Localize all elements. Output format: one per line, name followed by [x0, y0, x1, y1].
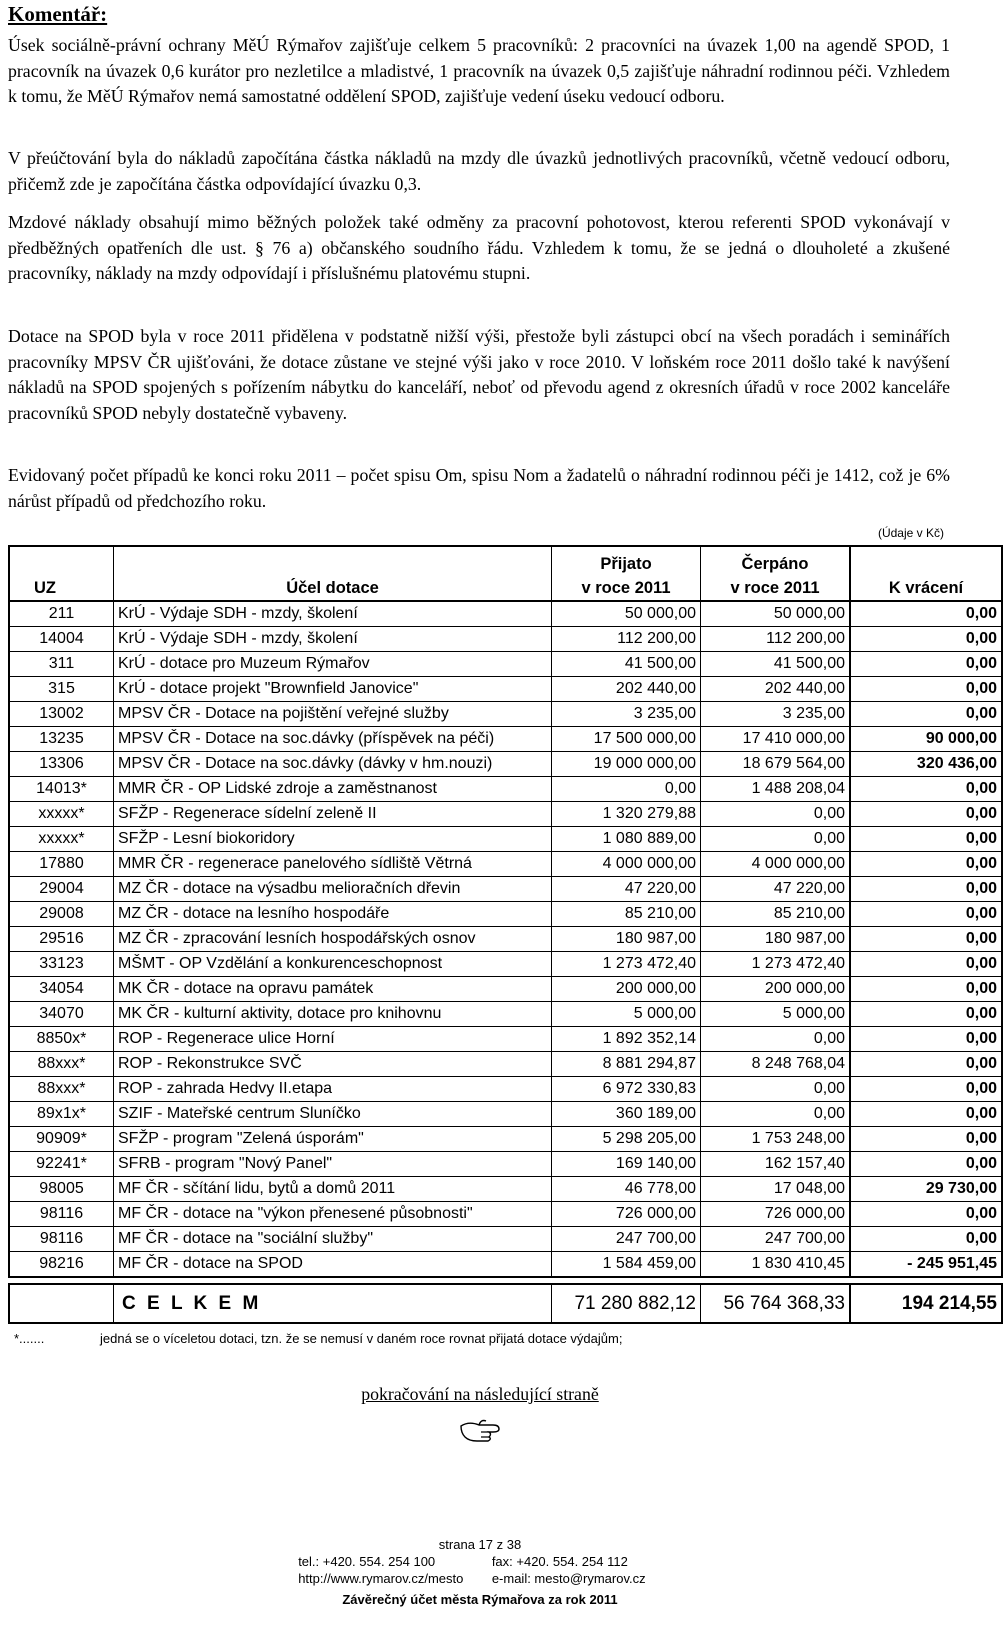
- cell-ucel: KrÚ - dotace projekt "Brownfield Janovice": [114, 677, 552, 702]
- paragraph-accounting: V přeúčtování byla do nákladů započítána částka nákladů na mzdy dle úvazků jednotlivých pracovníků, včetně vedoucí odboru, přičemž zde je započítána částka odpovídající úvazku 0,3.: [8, 148, 950, 194]
- cell-ucel: KrÚ - dotace pro Muzeum Rýmařov: [114, 652, 552, 677]
- cell-uz: 89x1x*: [9, 1102, 114, 1127]
- cell-uz: 315: [9, 677, 114, 702]
- cell-k-vraceni: 0,00: [850, 777, 1002, 802]
- header-cerpano-line2: v roce 2011: [730, 579, 820, 597]
- footer-web[interactable]: http://www.rymarov.cz/mesto: [298, 1571, 464, 1586]
- cell-ucel: MF ČR - dotace na SPOD: [114, 1252, 552, 1278]
- table-total-row: [9, 1284, 1002, 1323]
- table-header-row: [9, 546, 1002, 601]
- cell-ucel: MZ ČR - dotace na lesního hospodáře: [114, 902, 552, 927]
- cell-k-vraceni: 0,00: [850, 1077, 1002, 1102]
- cell-k-vraceni: 0,00: [850, 952, 1002, 977]
- cell-prijato: 1 080 889,00: [552, 827, 701, 852]
- header-cerpano: [701, 546, 851, 601]
- cell-ucel: MK ČR - kulturní aktivity, dotace pro knihovnu: [114, 1002, 552, 1027]
- cell-cerpano: 112 200,00: [701, 627, 851, 652]
- cell-uz: 17880: [9, 852, 114, 877]
- cell-cerpano: 17 410 000,00: [701, 727, 851, 752]
- total-k-vraceni: 194 214,55: [850, 1284, 1002, 1323]
- cell-k-vraceni: 0,00: [850, 1202, 1002, 1227]
- cell-uz: 88xxx*: [9, 1052, 114, 1077]
- cell-prijato: 50 000,00: [552, 601, 701, 627]
- cell-uz: 211: [9, 601, 114, 627]
- table-row: [9, 627, 1002, 652]
- header-cerpano-line1: Čerpáno: [741, 555, 809, 573]
- cell-k-vraceni: 0,00: [850, 902, 1002, 927]
- cell-uz: xxxxx*: [9, 827, 114, 852]
- cell-cerpano: 0,00: [701, 802, 851, 827]
- cell-k-vraceni: 0,00: [850, 1152, 1002, 1177]
- paragraph-staff: Úsek sociálně-právní ochrany MěÚ Rýmařov zajišťuje celkem 5 pracovníků: 2 pracovníci na úvazek 1,00 na agendě SPOD, 1 pracovník na úvazek 0,6 kurátor pro nezletilce a mladistvé, 1 pracovník na úvazek 0,5 zajišťuje náhradní rodinnou péči. Vzhledem k tomu, že MěÚ Rýmařov nemá samostatné oddělení SPOD, zajišťuje vedení úseku vedoucí odboru.: [8, 35, 950, 106]
- cell-k-vraceni: 0,00: [850, 927, 1002, 952]
- cell-ucel: MZ ČR - dotace na výsadbu melioračních dřevin: [114, 877, 552, 902]
- cell-cerpano: 247 700,00: [701, 1227, 851, 1252]
- table-row: [9, 727, 1002, 752]
- cell-ucel: SZIF - Mateřské centrum Sluníčko: [114, 1102, 552, 1127]
- table-row: [9, 1027, 1002, 1052]
- paragraph-subsidy: Dotace na SPOD byla v roce 2011 přidělena v podstatně nižší výši, přestože byli zástupci obcí na všech poradách i seminářích pracovníky MPSV ČR ujišťováni, že dotace zůstane ve stejné výši jako v roce 2010. V loňském roce 2011 došlo také k navýšení nákladů na SPOD spojených s pořízením nábytku do kanceláří, neboť od převodu agend z okresních úřadů v roce 2002 kanceláře pracovníků SPOD nebyly dostatečně vybaveny.: [8, 326, 950, 423]
- cell-uz: xxxxx*: [9, 802, 114, 827]
- cell-cerpano: 85 210,00: [701, 902, 851, 927]
- cell-cerpano: 18 679 564,00: [701, 752, 851, 777]
- cell-uz: 34054: [9, 977, 114, 1002]
- cell-k-vraceni: 0,00: [850, 677, 1002, 702]
- cell-prijato: 112 200,00: [552, 627, 701, 652]
- table-row: [9, 1227, 1002, 1252]
- cell-prijato: 41 500,00: [552, 652, 701, 677]
- table-row: [9, 877, 1002, 902]
- cell-ucel: MPSV ČR - Dotace na pojištění veřejné služby: [114, 702, 552, 727]
- cell-uz: 14004: [9, 627, 114, 652]
- cell-uz: 29004: [9, 877, 114, 902]
- cell-cerpano: 162 157,40: [701, 1152, 851, 1177]
- cell-uz: 33123: [9, 952, 114, 977]
- cell-k-vraceni: 0,00: [850, 1227, 1002, 1252]
- cell-prijato: 1 273 472,40: [552, 952, 701, 977]
- header-uz: UZ: [9, 546, 114, 601]
- cell-prijato: 0,00: [552, 777, 701, 802]
- cell-prijato: 169 140,00: [552, 1152, 701, 1177]
- cell-k-vraceni: 0,00: [850, 652, 1002, 677]
- cell-prijato: 46 778,00: [552, 1177, 701, 1202]
- cell-ucel: MF ČR - dotace na "výkon přenesené působnosti": [114, 1202, 552, 1227]
- table-row: [9, 1077, 1002, 1102]
- cell-cerpano: 0,00: [701, 827, 851, 852]
- cell-uz: 98116: [9, 1227, 114, 1252]
- cell-ucel: ROP - zahrada Hedvy II.etapa: [114, 1077, 552, 1102]
- footer-contacts-row2: [0, 1570, 960, 1587]
- cell-cerpano: 726 000,00: [701, 1202, 851, 1227]
- cell-prijato: 1 892 352,14: [552, 1027, 701, 1052]
- cell-cerpano: 0,00: [701, 1077, 851, 1102]
- cell-ucel: MF ČR - dotace na "sociální služby": [114, 1227, 552, 1252]
- cell-prijato: 5 000,00: [552, 1002, 701, 1027]
- cell-ucel: SFŽP - Regenerace sídelní zeleně II: [114, 802, 552, 827]
- total-cerpano: 56 764 368,33: [701, 1284, 851, 1323]
- cell-uz: 90909*: [9, 1127, 114, 1152]
- cell-k-vraceni: 320 436,00: [850, 752, 1002, 777]
- table-row: [9, 1202, 1002, 1227]
- cell-uz: 13306: [9, 752, 114, 777]
- cell-cerpano: 3 235,00: [701, 702, 851, 727]
- header-prijato-line1: Přijato: [600, 555, 652, 573]
- continue-link[interactable]: pokračování na následující straně: [361, 1384, 599, 1404]
- cell-cerpano: 5 000,00: [701, 1002, 851, 1027]
- table-row: [9, 977, 1002, 1002]
- cell-k-vraceni: 0,00: [850, 1027, 1002, 1052]
- cell-prijato: 19 000 000,00: [552, 752, 701, 777]
- cell-k-vraceni: 0,00: [850, 1102, 1002, 1127]
- cell-ucel: MF ČR - sčítání lidu, bytů a domů 2011: [114, 1177, 552, 1202]
- cell-k-vraceni: 0,00: [850, 852, 1002, 877]
- cell-ucel: KrÚ - Výdaje SDH - mzdy, školení: [114, 601, 552, 627]
- cell-prijato: 200 000,00: [552, 977, 701, 1002]
- cell-k-vraceni: 0,00: [850, 1052, 1002, 1077]
- cell-k-vraceni: 0,00: [850, 827, 1002, 852]
- cell-k-vraceni: 0,00: [850, 977, 1002, 1002]
- cell-cerpano: 180 987,00: [701, 927, 851, 952]
- table-row: [9, 927, 1002, 952]
- table-row: [9, 601, 1002, 627]
- cell-uz: 98216: [9, 1252, 114, 1278]
- cell-prijato: 360 189,00: [552, 1102, 701, 1127]
- table-row: [9, 677, 1002, 702]
- table-row: [9, 1152, 1002, 1177]
- footer-document-title: Závěrečný účet města Rýmařova za rok 2011: [342, 1592, 618, 1607]
- header-ucel: Účel dotace: [114, 546, 552, 601]
- cell-k-vraceni: 90 000,00: [850, 727, 1002, 752]
- cell-k-vraceni: 0,00: [850, 877, 1002, 902]
- cell-k-vraceni: 0,00: [850, 601, 1002, 627]
- cell-k-vraceni: 0,00: [850, 702, 1002, 727]
- cell-k-vraceni: - 245 951,45: [850, 1252, 1002, 1278]
- cell-prijato: 8 881 294,87: [552, 1052, 701, 1077]
- cell-k-vraceni: 0,00: [850, 1127, 1002, 1152]
- comment-heading: Komentář:: [8, 2, 108, 26]
- cell-uz: 13235: [9, 727, 114, 752]
- table-row: [9, 952, 1002, 977]
- cell-prijato: 202 440,00: [552, 677, 701, 702]
- cell-uz: 14013*: [9, 777, 114, 802]
- cell-cerpano: 1 830 410,45: [701, 1252, 851, 1278]
- cell-ucel: MPSV ČR - Dotace na soc.dávky (dávky v hm.nouzi): [114, 752, 552, 777]
- table-row: [9, 702, 1002, 727]
- cell-uz: 88xxx*: [9, 1077, 114, 1102]
- total-prijato: 71 280 882,12: [552, 1284, 701, 1323]
- footer-tel: tel.: +420. 554. 254 100: [298, 1554, 436, 1569]
- cell-prijato: 1 320 279,88: [552, 802, 701, 827]
- table-row: [9, 1052, 1002, 1077]
- cell-ucel: SFŽP - program "Zelená úsporám": [114, 1127, 552, 1152]
- total-uz: [9, 1284, 114, 1323]
- table-row: [9, 1252, 1002, 1278]
- cell-uz: 13002: [9, 702, 114, 727]
- table-row: [9, 652, 1002, 677]
- cell-prijato: 180 987,00: [552, 927, 701, 952]
- table-row: [9, 1127, 1002, 1152]
- cell-ucel: MPSV ČR - Dotace na soc.dávky (příspěvek na péči): [114, 727, 552, 752]
- table-row: [9, 777, 1002, 802]
- cell-cerpano: 50 000,00: [701, 601, 851, 627]
- footer-contacts-row1: [0, 1553, 960, 1570]
- table-row: [9, 802, 1002, 827]
- cell-prijato: 5 298 205,00: [552, 1127, 701, 1152]
- cell-prijato: 1 584 459,00: [552, 1252, 701, 1278]
- cell-ucel: SFŽP - Lesní biokoridory: [114, 827, 552, 852]
- cell-k-vraceni: 29 730,00: [850, 1177, 1002, 1202]
- cell-cerpano: 1 488 208,04: [701, 777, 851, 802]
- table-row: [9, 1177, 1002, 1202]
- table-row: [9, 1102, 1002, 1127]
- cell-cerpano: 0,00: [701, 1027, 851, 1052]
- cell-uz: 311: [9, 652, 114, 677]
- cell-ucel: SFRB - program "Nový Panel": [114, 1152, 552, 1177]
- cell-ucel: MŠMT - OP Vzdělání a konkurenceschopnost: [114, 952, 552, 977]
- cell-uz: 98005: [9, 1177, 114, 1202]
- cell-uz: 34070: [9, 1002, 114, 1027]
- footnote-marker: *.......: [14, 1331, 45, 1346]
- cell-k-vraceni: 0,00: [850, 1002, 1002, 1027]
- table-spacer-cell: [9, 1277, 1002, 1284]
- footer-page-number: strana 17 z 38: [438, 1537, 522, 1552]
- header-prijato: [552, 546, 701, 601]
- table-spacer-row: [9, 1277, 1002, 1284]
- cell-ucel: ROP - Rekonstrukce SVČ: [114, 1052, 552, 1077]
- cell-k-vraceni: 0,00: [850, 627, 1002, 652]
- cell-ucel: KrÚ - Výdaje SDH - mzdy, školení: [114, 627, 552, 652]
- cell-cerpano: 8 248 768,04: [701, 1052, 851, 1077]
- cell-cerpano: 41 500,00: [701, 652, 851, 677]
- table-row: [9, 752, 1002, 777]
- cell-uz: 8850x*: [9, 1027, 114, 1052]
- cell-ucel: MMR ČR - OP Lidské zdroje a zaměstnanost: [114, 777, 552, 802]
- header-prijato-line2: v roce 2011: [581, 579, 671, 597]
- paragraph-wage-costs: Mzdové náklady obsahují mimo běžných položek také odměny za pracovní pohotovost, kterou referenti SPOD vykonávají v předběžných opatřeních dle ust. § 76 a) občanského soudního řádu. Vzhledem k tomu, že se jedná o dlouholeté a zkušené pracovníky, náklady na mzdy odpovídají i příslušnému platovému stupni.: [8, 212, 950, 283]
- cell-cerpano: 47 220,00: [701, 877, 851, 902]
- cell-prijato: 6 972 330,83: [552, 1077, 701, 1102]
- cell-uz: 29008: [9, 902, 114, 927]
- cell-uz: 92241*: [9, 1152, 114, 1177]
- footer-fax: fax: +420. 554. 254 112: [491, 1554, 628, 1569]
- cell-cerpano: 1 273 472,40: [701, 952, 851, 977]
- header-k-vraceni: K vrácení: [850, 546, 1002, 601]
- cell-k-vraceni: 0,00: [850, 802, 1002, 827]
- cell-prijato: 3 235,00: [552, 702, 701, 727]
- cell-ucel: ROP - Regenerace ulice Horní: [114, 1027, 552, 1052]
- paragraph-case-count: Evidovaný počet případů ke konci roku 2011 – počet spisu Om, spisu Nom a žadatelů o náhradní rodinnou péči je 1412, což je 6% nárůst případů od předchozího roku.: [8, 465, 950, 511]
- cell-cerpano: 200 000,00: [701, 977, 851, 1002]
- cell-cerpano: 1 753 248,00: [701, 1127, 851, 1152]
- table-row: [9, 852, 1002, 877]
- cell-ucel: MK ČR - dotace na opravu památek: [114, 977, 552, 1002]
- cell-cerpano: 0,00: [701, 1102, 851, 1127]
- units-note: (Údaje v Kč): [877, 526, 944, 540]
- table-row: [9, 902, 1002, 927]
- cell-cerpano: 17 048,00: [701, 1177, 851, 1202]
- cell-prijato: 247 700,00: [552, 1227, 701, 1252]
- footer-email[interactable]: e-mail: mesto@rymarov.cz: [491, 1571, 646, 1586]
- total-label: C E L K E M: [114, 1284, 552, 1323]
- cell-prijato: 726 000,00: [552, 1202, 701, 1227]
- cell-cerpano: 4 000 000,00: [701, 852, 851, 877]
- table-row: [9, 827, 1002, 852]
- cell-uz: 29516: [9, 927, 114, 952]
- cell-uz: 98116: [9, 1202, 114, 1227]
- pointing-hand-icon: [459, 1417, 503, 1445]
- cell-prijato: 47 220,00: [552, 877, 701, 902]
- cell-ucel: MZ ČR - zpracování lesních hospodářských osnov: [114, 927, 552, 952]
- cell-ucel: MMR ČR - regenerace panelového sídliště Větrná: [114, 852, 552, 877]
- table-row: [9, 1002, 1002, 1027]
- cell-prijato: 4 000 000,00: [552, 852, 701, 877]
- cell-prijato: 17 500 000,00: [552, 727, 701, 752]
- footnote-text: jedná se o víceletou dotaci, tzn. že se nemusí v daném roce rovnat přijatá dotace výdajům;: [100, 1331, 623, 1346]
- cell-prijato: 85 210,00: [552, 902, 701, 927]
- subsidy-table: [8, 545, 1003, 1324]
- cell-cerpano: 202 440,00: [701, 677, 851, 702]
